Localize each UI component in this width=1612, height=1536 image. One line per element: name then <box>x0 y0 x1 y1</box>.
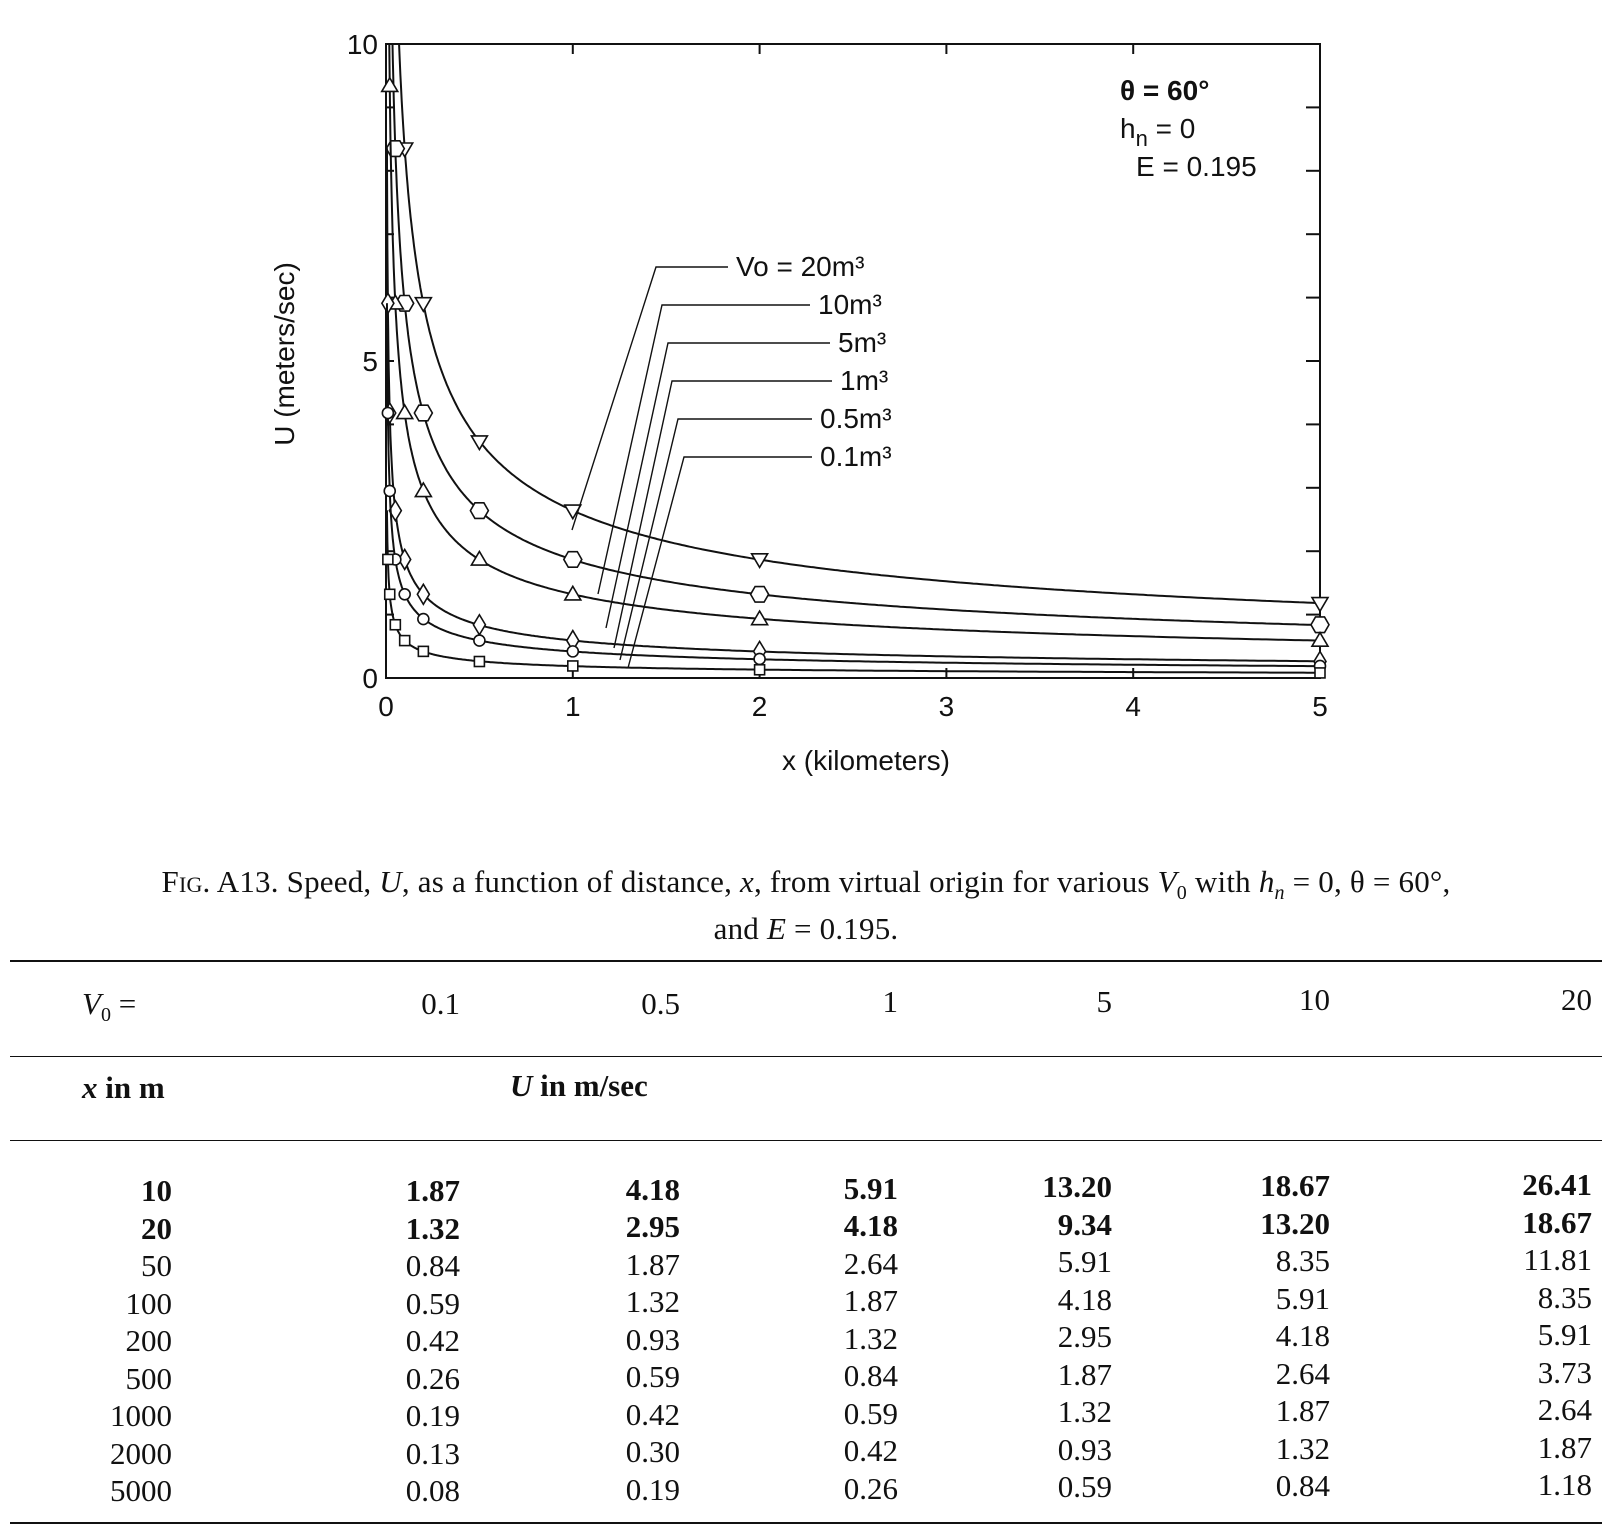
theta-annotation: θ = 60° <box>1120 75 1210 106</box>
curve-label-leader <box>606 343 830 628</box>
speed-cell: 0.26 <box>405 1360 460 1396</box>
speed-cell: 3.73 <box>1537 1354 1592 1390</box>
e-annotation: E = 0.195 <box>1136 151 1257 182</box>
square-marker <box>400 636 410 646</box>
hexagon-marker <box>386 141 404 157</box>
x-tick-label: 1 <box>565 691 581 722</box>
x-tick-label: 5 <box>1312 691 1328 722</box>
hexagon-marker <box>414 405 432 421</box>
distance-cell: 500 <box>125 1360 172 1396</box>
speed-cell: 1.18 <box>1537 1467 1592 1502</box>
volume-header: 0.5 <box>641 986 680 1021</box>
series-4 <box>382 303 1325 671</box>
speed-cell: 0.08 <box>405 1473 460 1508</box>
speed-cell: 4.18 <box>625 1171 680 1207</box>
speed-cell: 4.18 <box>843 1208 898 1244</box>
triangle-up-marker <box>382 78 398 92</box>
speed-cell: 2.64 <box>843 1245 898 1281</box>
square-marker <box>474 657 484 667</box>
x-tick-label: 0 <box>378 691 394 722</box>
x-tick-label: 4 <box>1125 691 1141 722</box>
speed-cell: 9.34 <box>1057 1206 1112 1242</box>
x-tick-label: 2 <box>751 691 768 722</box>
hexagon-marker <box>1311 617 1329 633</box>
speed-cell: 0.42 <box>405 1323 460 1358</box>
table-subheader-rule <box>10 1140 1602 1141</box>
caption-line-2: and E = 0.195. <box>713 911 899 947</box>
speed-cell: 0.19 <box>405 1398 460 1433</box>
curve-label: 0.1m³ <box>820 441 892 472</box>
square-marker <box>390 620 400 630</box>
speed-cell: 1.32 <box>1275 1430 1330 1466</box>
hn-annotation: $h_n = 0$ <box>1120 113 1196 151</box>
volume-header: 10 <box>1299 982 1330 1017</box>
speed-cell: 0.13 <box>405 1435 460 1471</box>
curve-label: 10m³ <box>818 289 882 320</box>
triangle-up-marker <box>397 405 413 419</box>
speed-cell: 5.91 <box>1275 1280 1330 1316</box>
square-marker <box>383 554 393 564</box>
speed-cell: 26.41 <box>1522 1167 1592 1202</box>
triangle-down-marker <box>1312 598 1328 612</box>
speed-cell: 0.42 <box>843 1433 898 1469</box>
hexagon-marker <box>751 587 769 603</box>
distance-cell: 200 <box>125 1323 172 1358</box>
y-tick-label: 0 <box>362 663 378 694</box>
speed-cell: 2.64 <box>1537 1392 1592 1427</box>
speed-cell: 4.18 <box>1275 1318 1330 1354</box>
distance-cell: 1000 <box>110 1398 172 1433</box>
distance-cell: 2000 <box>110 1435 172 1471</box>
speed-cell: 2.95 <box>625 1209 680 1245</box>
volume-header: 5 <box>1096 984 1112 1019</box>
speed-cell: 2.95 <box>1057 1319 1112 1355</box>
curve-label-leader <box>620 419 812 660</box>
speed-cell: 1.87 <box>625 1246 680 1282</box>
square-marker <box>568 661 578 671</box>
series-5 <box>383 510 1325 678</box>
speed-cell: 1.87 <box>843 1283 898 1319</box>
speed-cell: 0.59 <box>625 1359 680 1395</box>
y-axis-title: U (meters/sec) <box>269 262 300 446</box>
distance-cell: 20 <box>141 1210 172 1246</box>
speed-cell: 0.84 <box>1275 1468 1330 1504</box>
circle-marker <box>754 653 765 664</box>
triangle-up-marker <box>471 551 487 565</box>
speed-cell: 1.87 <box>1537 1429 1592 1465</box>
diamond-marker <box>417 584 429 604</box>
circle-marker <box>567 646 578 657</box>
triangle-up-marker <box>1312 633 1328 647</box>
speed-cell: 0.19 <box>625 1471 680 1507</box>
speed-cell: 0.84 <box>405 1248 460 1283</box>
diamond-marker <box>473 615 485 635</box>
figure-label: Fig. A13. <box>161 864 279 899</box>
distance-cell: 5000 <box>110 1473 172 1508</box>
x-unit-header: x in m <box>82 1070 165 1105</box>
speed-cell: 8.35 <box>1275 1243 1330 1279</box>
speed-cell: 18.67 <box>1260 1168 1330 1204</box>
curve-label: 1m³ <box>840 365 889 396</box>
speed-cell: 8.35 <box>1537 1279 1592 1315</box>
distance-cell: 100 <box>125 1285 172 1321</box>
curve-label: 5m³ <box>838 327 887 358</box>
square-marker <box>418 646 428 656</box>
caption-line-1: Fig. A13. Speed, U, as a function of distance, x, from virtual origin for various $V_0$ with $h_n = 0$, θ = 60°, <box>161 864 1451 905</box>
circle-marker <box>384 485 395 496</box>
speed-cell: 11.81 <box>1523 1242 1592 1277</box>
hexagon-marker <box>470 503 488 519</box>
chart-labels <box>572 251 892 668</box>
speed-cell: 18.67 <box>1522 1204 1592 1240</box>
speed-cell: 13.20 <box>1260 1205 1330 1241</box>
square-marker <box>385 589 395 599</box>
speed-cell: 4.18 <box>1057 1281 1112 1317</box>
volume-header: 1 <box>882 984 898 1019</box>
speed-cell: 0.84 <box>843 1358 898 1394</box>
distance-cell: 10 <box>141 1173 172 1208</box>
speed-cell: 0.59 <box>843 1395 898 1431</box>
volume-header: 20 <box>1561 982 1592 1017</box>
speed-cell: 0.30 <box>625 1434 680 1470</box>
speed-cell: 0.42 <box>625 1396 680 1432</box>
table-bottom-rule <box>10 1522 1602 1524</box>
speed-cell: 1.32 <box>1057 1394 1112 1430</box>
y-tick-label: 10 <box>346 29 378 60</box>
curve-label: Vo = 20m³ <box>736 251 865 282</box>
speed-cell: 5.91 <box>843 1170 898 1206</box>
speed-cell: 1.87 <box>1275 1393 1330 1429</box>
v0-header: $V_0$ = <box>82 986 137 1027</box>
y-tick-label: 5 <box>362 346 378 377</box>
speed-cell: 0.93 <box>1057 1431 1112 1467</box>
hexagon-marker <box>564 552 582 568</box>
speed-cell: 2.64 <box>1275 1355 1330 1391</box>
circle-marker <box>399 589 410 600</box>
circle-marker <box>382 407 393 418</box>
volume-header: 0.1 <box>421 986 460 1021</box>
speed-cell: 0.59 <box>1057 1469 1112 1505</box>
curve-label-leader <box>572 267 728 530</box>
speed-cell: 1.32 <box>843 1320 898 1356</box>
speed-cell: 0.59 <box>405 1285 460 1321</box>
x-axis-title: x (kilometers) <box>781 745 951 776</box>
speed-cell: 1.87 <box>405 1173 460 1208</box>
triangle-up-marker <box>415 483 431 497</box>
table-header-rule <box>10 1056 1602 1057</box>
speed-cell: 1.32 <box>625 1284 680 1320</box>
curve-label: 0.5m³ <box>820 403 892 434</box>
speed-cell: 0.93 <box>625 1321 680 1357</box>
speed-cell: 0.26 <box>843 1470 898 1506</box>
distance-cell: 50 <box>141 1248 172 1283</box>
square-marker <box>1315 668 1325 678</box>
speed-cell: 1.32 <box>405 1210 460 1246</box>
speed-cell: 5.91 <box>1537 1317 1592 1352</box>
speed-cell: 1.87 <box>1057 1356 1112 1392</box>
square-marker <box>755 665 765 675</box>
x-tick-label: 3 <box>938 691 955 722</box>
triangle-down-marker <box>415 298 431 312</box>
speed-cell: 13.20 <box>1042 1169 1112 1205</box>
table-top-rule <box>10 960 1602 962</box>
circle-marker <box>474 635 485 646</box>
figure-caption <box>0 864 1612 947</box>
circle-marker <box>418 614 429 625</box>
speed-cell: 5.91 <box>1057 1244 1112 1280</box>
u-unit-header: U in m/sec <box>510 1068 648 1103</box>
